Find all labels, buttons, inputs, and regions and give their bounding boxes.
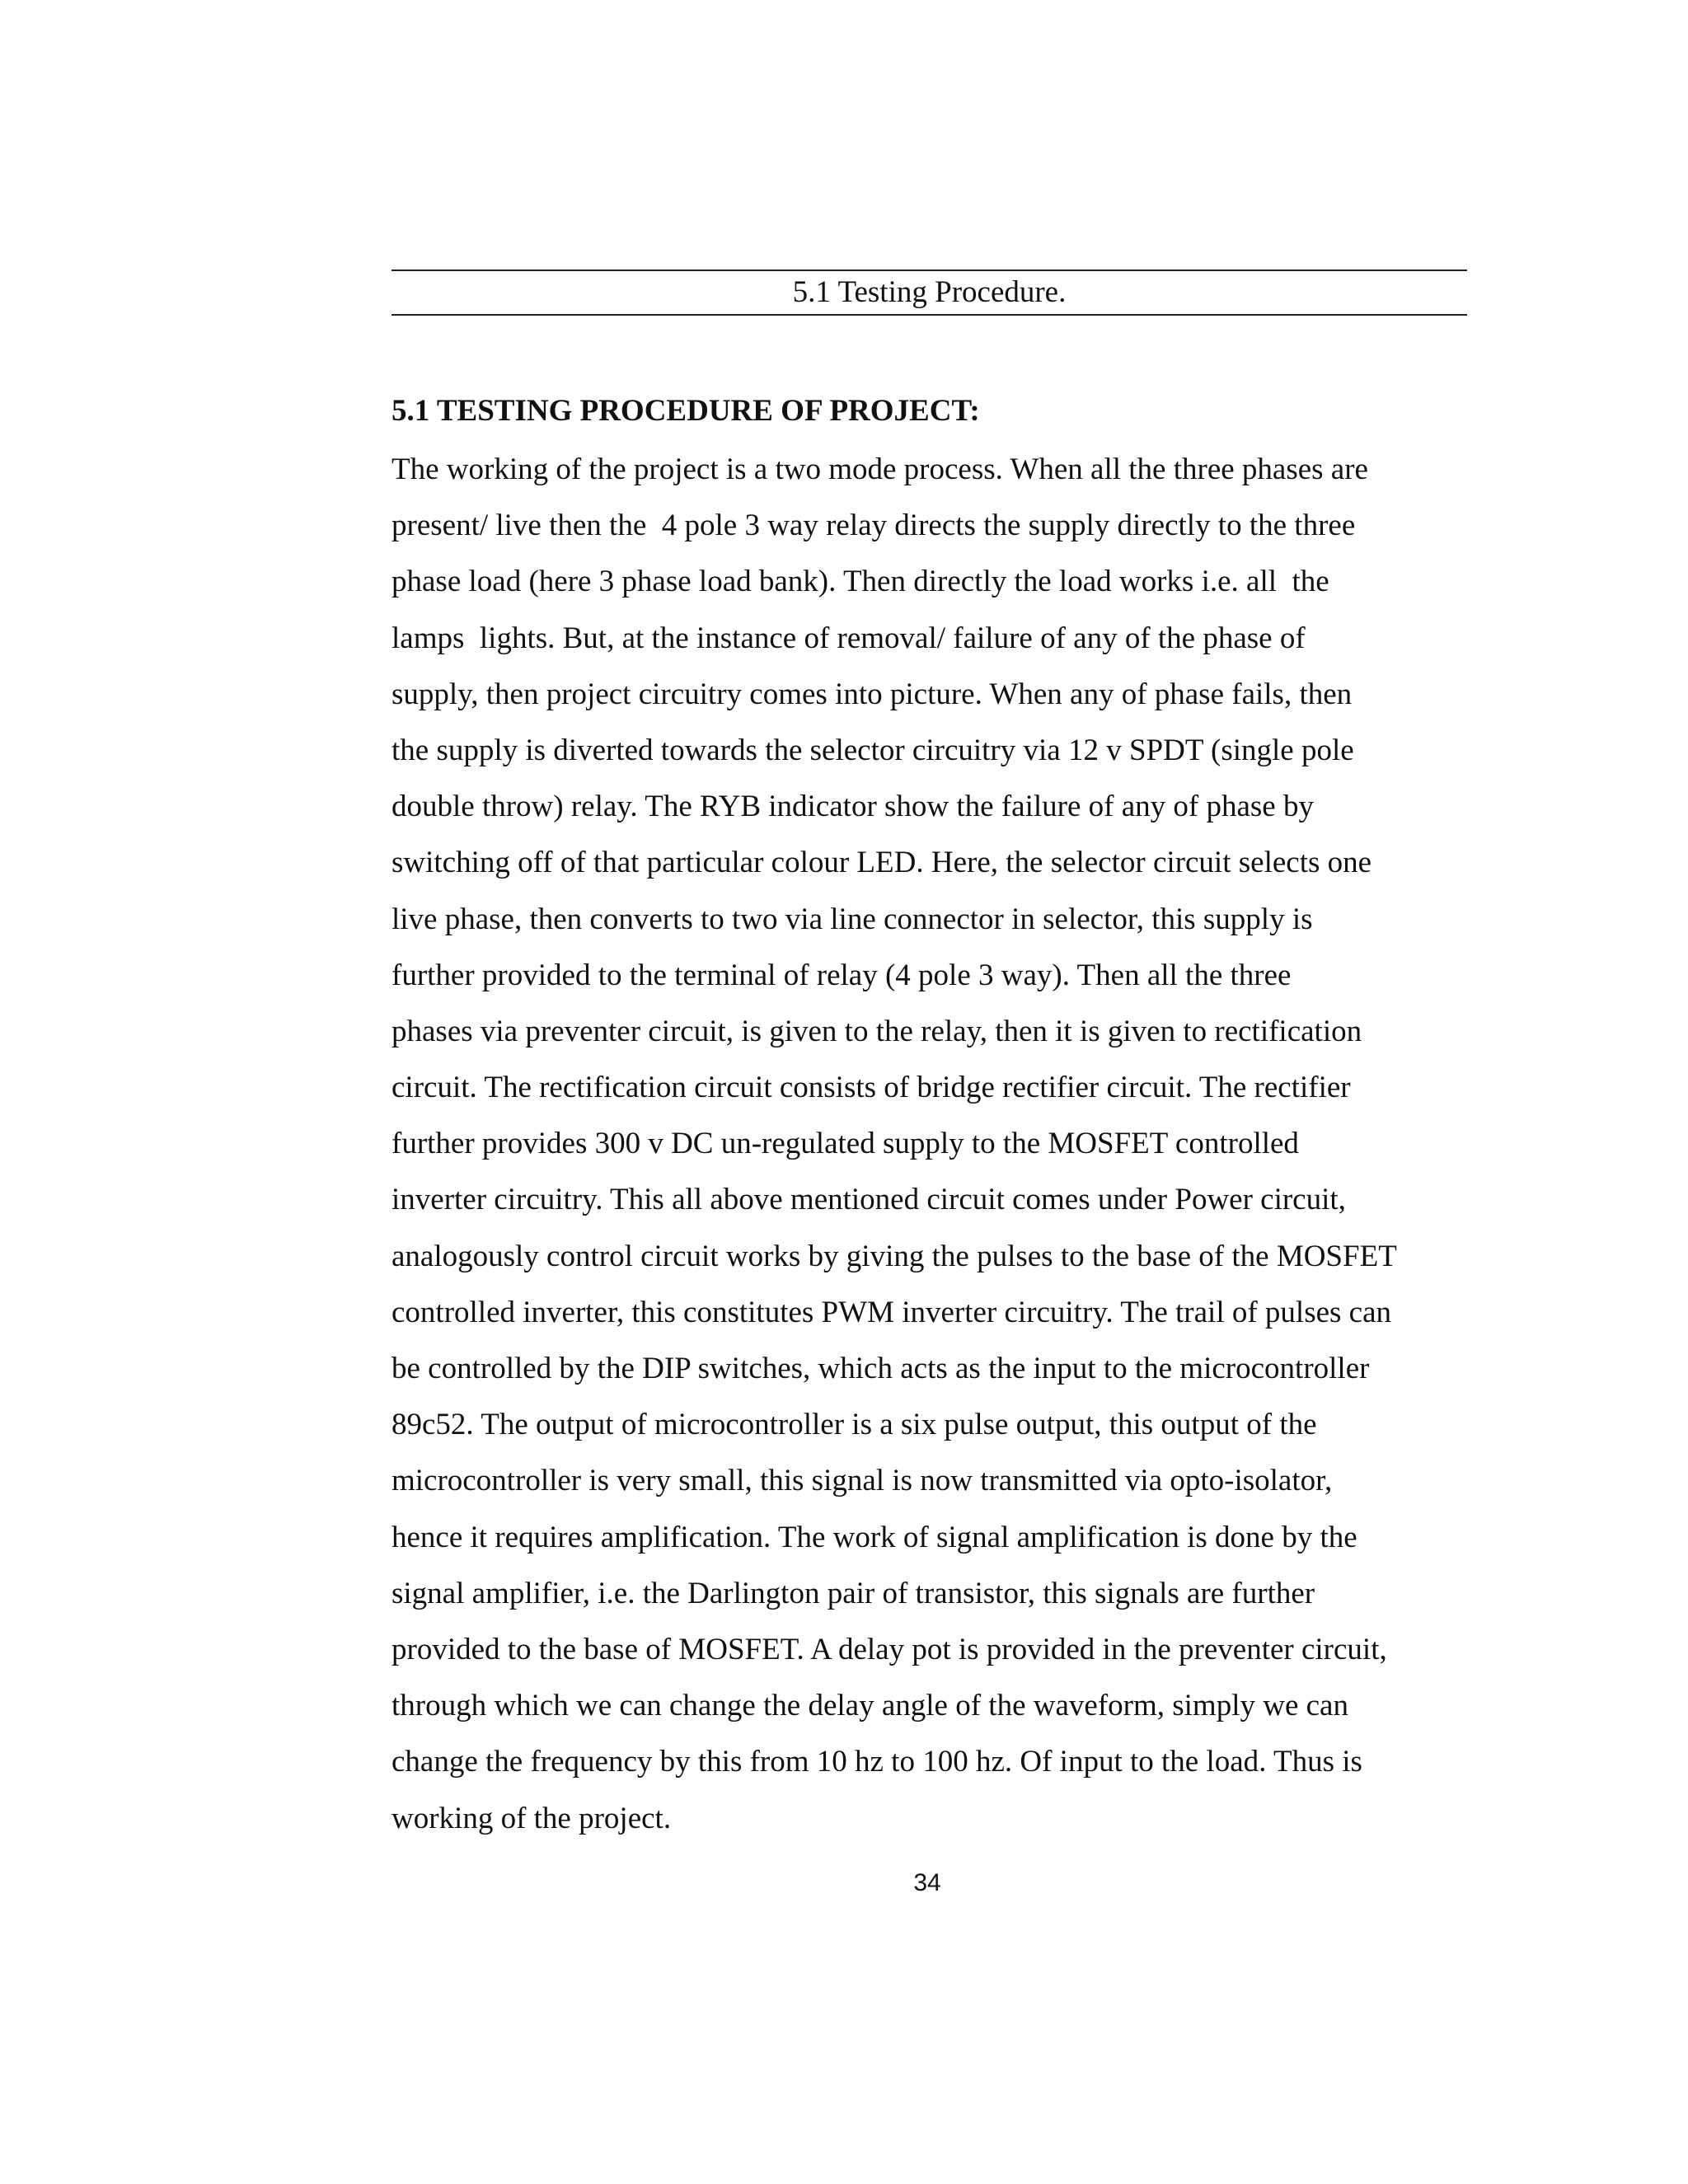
running-header-title: 5.1 Testing Procedure. <box>792 275 1067 309</box>
paragraph-line: signal amplifier, i.e. the Darlington pair of transistor, this signals are further <box>392 1576 1315 1610</box>
paragraph-line: controlled inverter, this constitutes PWM inverter circuitry. The trail of pulses can <box>392 1295 1392 1329</box>
paragraph-line: further provided to the terminal of relay (4 pole 3 way). Then all the three <box>392 958 1292 992</box>
paragraph-line: provided to the base of MOSFET. A delay pot is provided in the preventer circuit, <box>392 1632 1387 1666</box>
paragraph-line: analogously control circuit works by giving the pulses to the base of the MOSFET <box>392 1239 1397 1273</box>
paragraph-line: inverter circuitry. This all above mentioned circuit comes under Power circuit, <box>392 1183 1346 1217</box>
paragraph-line: live phase, then converts to two via line connector in selector, this supply is <box>392 902 1313 936</box>
paragraph-line: switching off of that particular colour LED. Here, the selector circuit selects one <box>392 846 1372 880</box>
paragraph-line: microcontroller is very small, this signal is now transmitted via opto-isolator, <box>392 1464 1333 1498</box>
paragraph-line: circuit. The rectification circuit consists of bridge rectifier circuit. The rectifier <box>392 1071 1351 1105</box>
header-bottom-rule <box>392 314 1467 316</box>
paragraph-line: phases via preventer circuit, is given to the relay, then it is given to rectification <box>392 1014 1362 1048</box>
paragraph-line: lamps lights. But, at the instance of removal/ failure of any of the phase of <box>392 621 1306 655</box>
paragraph-line: phase load (here 3 phase load bank). Then directly the load works i.e. all the <box>392 565 1329 599</box>
paragraph-line: change the frequency by this from 10 hz to 100 hz. Of input to the load. Thus is <box>392 1745 1362 1779</box>
paragraph-line: be controlled by the DIP switches, which acts as the input to the microcontroller <box>392 1352 1370 1385</box>
paragraph-line: 89c52. The output of microcontroller is a six pulse output, this output of the <box>392 1408 1317 1442</box>
section-heading: 5.1 TESTING PROCEDURE OF PROJECT: <box>392 394 980 428</box>
paragraph-line: through which we can change the delay angle of the waveform, simply we can <box>392 1689 1348 1723</box>
paragraph-line: further provides 300 v DC un-regulated supply to the MOSFET controlled <box>392 1127 1299 1161</box>
paragraph-line: double throw) relay. The RYB indicator show the failure of any of phase by <box>392 790 1314 824</box>
paragraph-line: The working of the project is a two mode process. When all the three phases are <box>392 452 1368 486</box>
body-paragraph <box>392 442 1479 1847</box>
paragraph-line: working of the project. <box>392 1801 672 1835</box>
page-number: 34 <box>913 1869 941 1896</box>
paragraph-line: present/ live then the 4 pole 3 way relay directs the supply directly to the three <box>392 509 1356 543</box>
paragraph-line: the supply is diverted towards the selector circuitry via 12 v SPDT (single pole <box>392 733 1354 767</box>
header-top-rule <box>392 269 1467 271</box>
paragraph-line: hence it requires amplification. The work of signal amplification is done by the <box>392 1520 1357 1554</box>
paragraph-line: supply, then project circuitry comes into picture. When any of phase fails, then <box>392 677 1353 711</box>
